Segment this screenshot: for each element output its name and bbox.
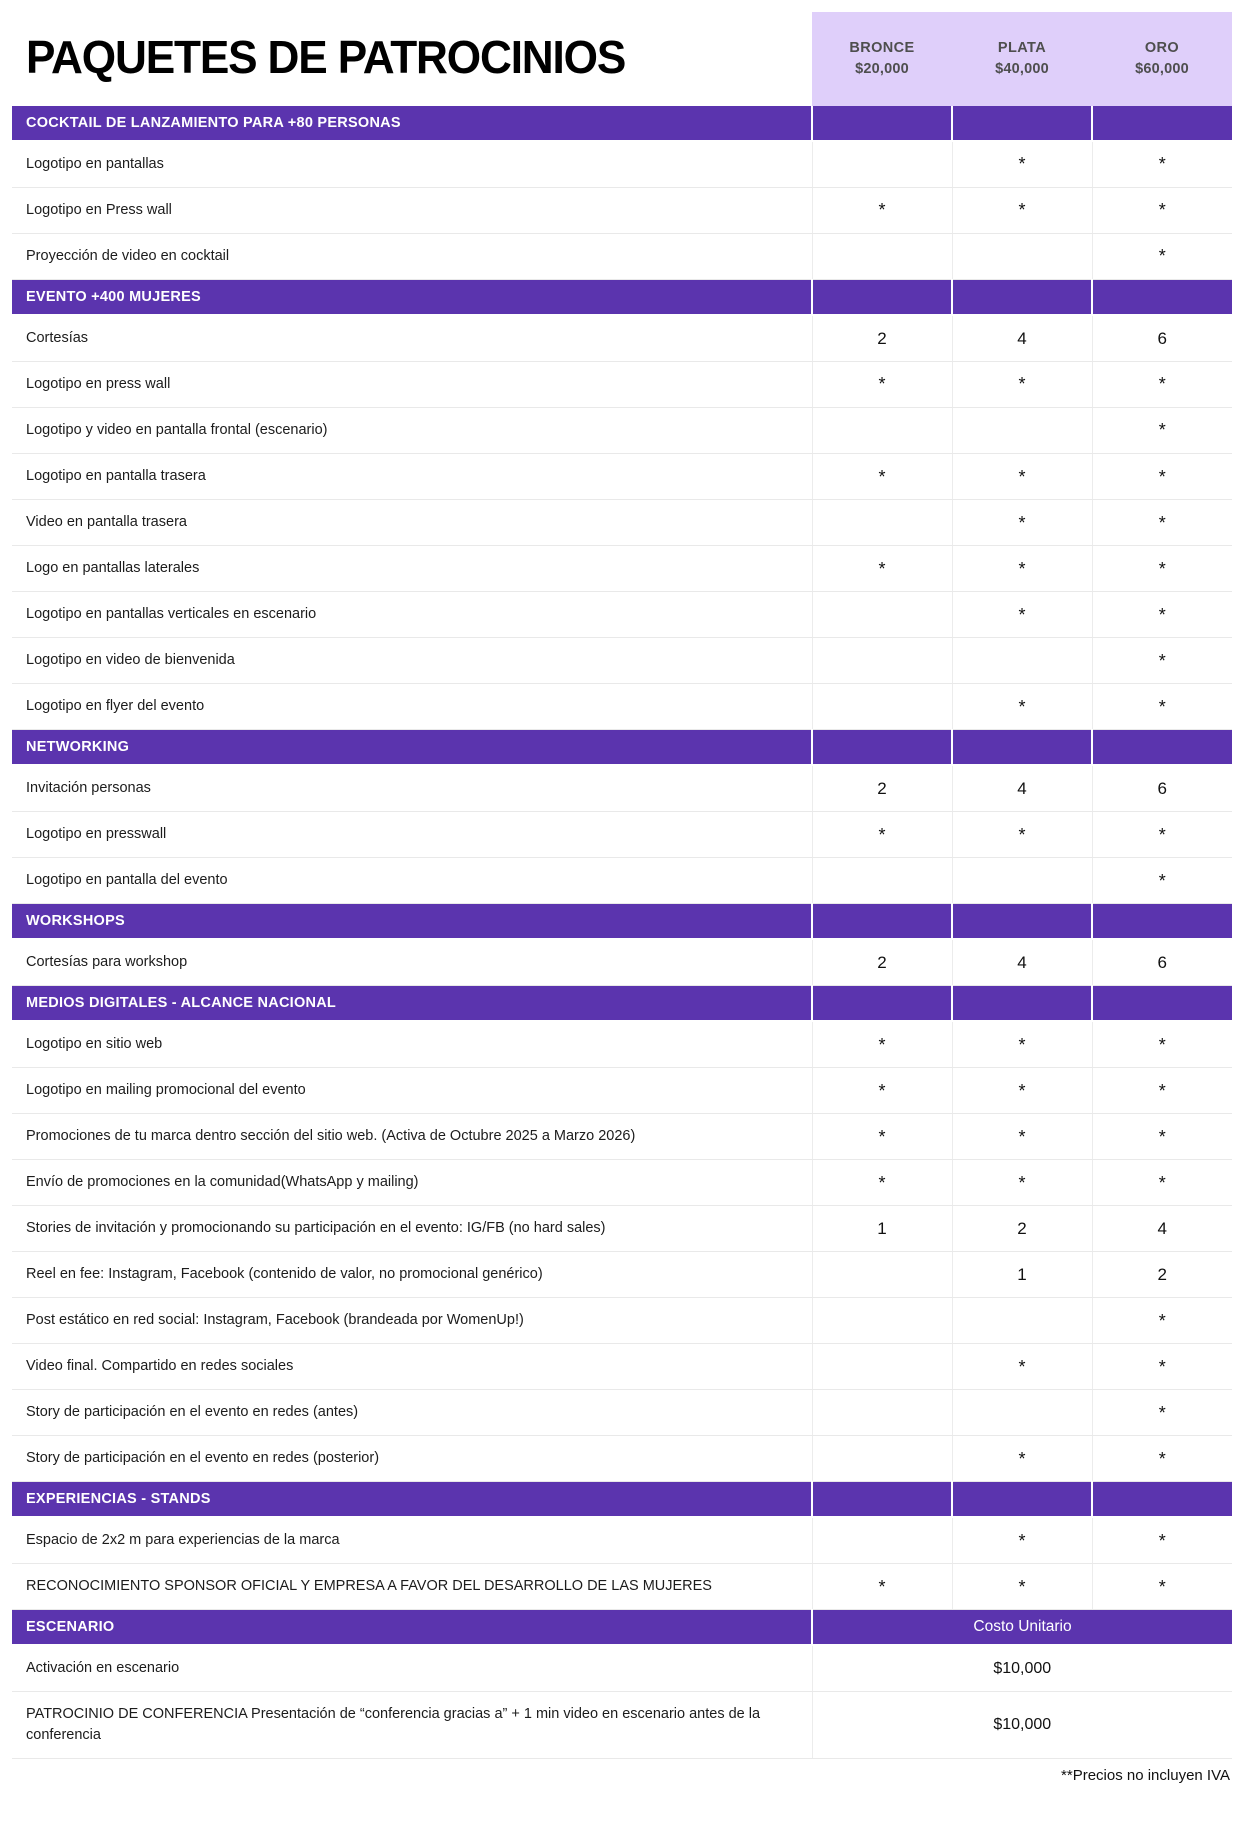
table-row: [12, 141, 1232, 188]
unit-cost-label: Costo Unitario: [973, 1618, 1072, 1636]
tier-value-cell: *: [812, 1160, 952, 1206]
tier-value-cell: *: [1092, 1068, 1232, 1114]
table-row: [12, 812, 1232, 858]
tier-column-header-oro: [1092, 12, 1232, 106]
feature-name-cell: Story de participación en el evento en redes (antes): [12, 1390, 812, 1436]
section-title: NETWORKING: [26, 739, 130, 756]
tier-value-cell: [812, 1344, 952, 1390]
tier-value-cell: [952, 638, 1092, 684]
tier-value-cell: *: [952, 1436, 1092, 1482]
tier-value-cell: [812, 408, 952, 454]
tier-value-cell: *: [812, 1068, 952, 1114]
feature-name-cell: Logotipo en press wall: [12, 362, 812, 408]
tier-value-cell: [952, 234, 1092, 280]
feature-name-cell: Proyección de video en cocktail: [12, 234, 812, 280]
tier-value-cell: *: [812, 188, 952, 234]
tier-value-cell: 2: [952, 1206, 1092, 1252]
unit-cost-value-cell: $10,000: [812, 1692, 1232, 1759]
table-row: [12, 1344, 1232, 1390]
tier-value-cell: *: [1092, 500, 1232, 546]
tier-value-cell: 4: [1092, 1206, 1232, 1252]
tier-value-cell: *: [952, 1068, 1092, 1114]
tier-value-cell: *: [1092, 1436, 1232, 1482]
page-title: PAQUETES DE PATROCINIOS: [26, 31, 626, 83]
tier-value-cell: [812, 1252, 952, 1298]
section-band-spacer: [1092, 986, 1232, 1022]
tier-value-cell: [952, 408, 1092, 454]
section-title: EVENTO +400 MUJERES: [26, 289, 201, 306]
tier-value-cell: *: [1092, 408, 1232, 454]
tier-value-cell: *: [952, 141, 1092, 188]
tier-value-cell: *: [1092, 188, 1232, 234]
feature-name-cell: Logotipo en pantalla trasera: [12, 454, 812, 500]
section-title: EXPERIENCIAS - STANDS: [26, 1491, 211, 1508]
section-band-spacer: [952, 730, 1092, 766]
section-header-row: [12, 730, 1232, 766]
tier-value-cell: *: [952, 1021, 1092, 1068]
table-row: [12, 684, 1232, 730]
tier-value-cell: *: [952, 500, 1092, 546]
title-cell: [12, 12, 812, 106]
feature-name-cell: Logotipo en mailing promocional del evento: [12, 1068, 812, 1114]
table-row: [12, 315, 1232, 362]
tier-value-cell: *: [1092, 858, 1232, 904]
section-band-spacer: [1092, 904, 1232, 940]
table-row: [12, 546, 1232, 592]
tier-value-cell: *: [812, 1564, 952, 1610]
price-disclaimer-note: **Precios no incluyen IVA: [1061, 1767, 1230, 1785]
tier-value-cell: [812, 684, 952, 730]
table-row: [12, 592, 1232, 638]
section-band-spacer: [952, 280, 1092, 316]
feature-name-cell: Video en pantalla trasera: [12, 500, 812, 546]
tier-value-cell: [812, 638, 952, 684]
tier-value-cell: 6: [1092, 765, 1232, 812]
section-band-spacer: [1092, 730, 1232, 766]
table-row: [12, 408, 1232, 454]
table-header-row: [12, 12, 1232, 106]
tier-value-cell: *: [1092, 454, 1232, 500]
tier-value-cell: *: [812, 1114, 952, 1160]
tier-value-cell: [952, 1390, 1092, 1436]
feature-name-cell: Envío de promociones en la comunidad(WhatsApp y mailing): [12, 1160, 812, 1206]
tier-value-cell: *: [1092, 812, 1232, 858]
tier-value-cell: 2: [812, 765, 952, 812]
feature-name-cell: Promociones de tu marca dentro sección del sitio web. (Activa de Octubre 2025 a Marzo 2026): [12, 1114, 812, 1160]
feature-name-cell: Logotipo y video en pantalla frontal (escenario): [12, 408, 812, 454]
section-band-spacer: [812, 1482, 952, 1518]
tier-value-cell: *: [1092, 1114, 1232, 1160]
tier-value-cell: 4: [952, 765, 1092, 812]
table-row: [12, 1517, 1232, 1564]
tier-value-cell: *: [812, 454, 952, 500]
tier-value-cell: *: [952, 684, 1092, 730]
table-row: [12, 765, 1232, 812]
section-band-spacer: [1092, 106, 1232, 141]
tier-value-cell: [812, 1517, 952, 1564]
tier-value-cell: *: [952, 1517, 1092, 1564]
feature-name-cell: Cortesías para workshop: [12, 939, 812, 986]
tier-value-cell: *: [812, 812, 952, 858]
tier-value-cell: [812, 592, 952, 638]
tier-value-cell: 2: [812, 939, 952, 986]
feature-name-cell: Logotipo en video de bienvenida: [12, 638, 812, 684]
table-row: [12, 362, 1232, 408]
section-band-spacer: [952, 904, 1092, 940]
unit-cost-header-cell: [812, 1610, 1232, 1646]
section-header-row: [12, 904, 1232, 940]
section-band-spacer: [812, 106, 952, 141]
table-row: [12, 1564, 1232, 1610]
tier-value-cell: *: [952, 362, 1092, 408]
tier-value-cell: 4: [952, 315, 1092, 362]
table-row: [12, 1114, 1232, 1160]
section-band-spacer: [812, 904, 952, 940]
feature-name-cell: Espacio de 2x2 m para experiencias de la marca: [12, 1517, 812, 1564]
section-title: ESCENARIO: [26, 1619, 115, 1636]
section-band-spacer: [952, 1482, 1092, 1518]
tier-value-cell: *: [1092, 1564, 1232, 1610]
section-header-row: [12, 106, 1232, 141]
tier-value-cell: [812, 234, 952, 280]
feature-name-cell: Logotipo en flyer del evento: [12, 684, 812, 730]
section-header-row: [12, 280, 1232, 316]
unit-cost-value-cell: $10,000: [812, 1645, 1232, 1692]
feature-name-cell: Invitación personas: [12, 765, 812, 812]
feature-name-cell: RECONOCIMIENTO SPONSOR OFICIAL Y EMPRESA A FAVOR DEL DESARROLLO DE LAS MUJERES: [12, 1564, 812, 1610]
tier-value-cell: *: [1092, 234, 1232, 280]
section-title: WORKSHOPS: [26, 913, 125, 930]
tier-value-cell: *: [952, 1344, 1092, 1390]
section-title-cell: [12, 1482, 812, 1518]
sponsorship-packages-table: [12, 12, 1232, 1759]
table-row: [12, 858, 1232, 904]
tier-name: BRONCE: [849, 39, 915, 56]
feature-name-cell: Logotipo en sitio web: [12, 1021, 812, 1068]
tier-value-cell: [812, 141, 952, 188]
tier-price: $20,000: [855, 61, 909, 77]
feature-name-cell: Video final. Compartido en redes sociales: [12, 1344, 812, 1390]
tier-value-cell: [952, 858, 1092, 904]
tier-value-cell: *: [952, 1114, 1092, 1160]
section-title: COCKTAIL DE LANZAMIENTO PARA +80 PERSONAS: [26, 115, 401, 131]
section-band-spacer: [952, 986, 1092, 1022]
section-header-row: [12, 1482, 1232, 1518]
table-row: [12, 638, 1232, 684]
table-row: [12, 1645, 1232, 1692]
tier-value-cell: *: [812, 1021, 952, 1068]
feature-name-cell: Logotipo en Press wall: [12, 188, 812, 234]
section-title-cell: [12, 1610, 812, 1646]
tier-value-cell: [812, 1390, 952, 1436]
tier-value-cell: *: [1092, 362, 1232, 408]
tier-value-cell: *: [952, 812, 1092, 858]
tier-value-cell: *: [1092, 1160, 1232, 1206]
section-band-spacer: [952, 106, 1092, 141]
tier-value-cell: *: [1092, 141, 1232, 188]
section-title-cell: [12, 280, 812, 316]
section-title-cell: [12, 106, 812, 141]
table-row: [12, 1206, 1232, 1252]
tier-column-header-plata: [952, 12, 1092, 106]
feature-name-cell: Story de participación en el evento en redes (posterior): [12, 1436, 812, 1482]
feature-name-cell: Logotipo en pantallas: [12, 141, 812, 188]
tier-value-cell: [812, 500, 952, 546]
table-row: [12, 1692, 1232, 1759]
feature-name-cell: Stories de invitación y promocionando su participación en el evento: IG/FB (no hard sales): [12, 1206, 812, 1252]
tier-name: ORO: [1144, 39, 1180, 56]
tier-value-cell: *: [1092, 1298, 1232, 1344]
tier-value-cell: 6: [1092, 939, 1232, 986]
feature-name-cell: Logotipo en pantalla del evento: [12, 858, 812, 904]
tier-name: PLATA: [997, 39, 1047, 56]
feature-name-cell: Reel en fee: Instagram, Facebook (contenido de valor, no promocional genérico): [12, 1252, 812, 1298]
feature-name-cell: Cortesías: [12, 315, 812, 362]
tier-value-cell: *: [1092, 546, 1232, 592]
section-header-row: [12, 986, 1232, 1022]
table-row: [12, 188, 1232, 234]
section-title-cell: [12, 904, 812, 940]
tier-value-cell: *: [1092, 1390, 1232, 1436]
tier-value-cell: *: [812, 546, 952, 592]
tier-value-cell: *: [812, 362, 952, 408]
section-title-cell: [12, 730, 812, 766]
tier-value-cell: *: [952, 188, 1092, 234]
tier-price: $60,000: [1135, 61, 1189, 77]
tier-value-cell: 4: [952, 939, 1092, 986]
table-row: [12, 1252, 1232, 1298]
section-band-spacer: [1092, 1482, 1232, 1518]
feature-name-cell: Activación en escenario: [12, 1645, 812, 1692]
tier-value-cell: [812, 1298, 952, 1344]
table-row: [12, 1021, 1232, 1068]
tier-value-cell: [812, 1436, 952, 1482]
feature-name-cell: Logotipo en presswall: [12, 812, 812, 858]
tier-value-cell: 1: [952, 1252, 1092, 1298]
tier-value-cell: 2: [812, 315, 952, 362]
feature-name-cell: Logotipo en pantallas verticales en escenario: [12, 592, 812, 638]
table-row: [12, 1160, 1232, 1206]
tier-price: $40,000: [995, 61, 1049, 77]
tier-value-cell: *: [952, 1564, 1092, 1610]
tier-value-cell: 6: [1092, 315, 1232, 362]
tier-value-cell: *: [1092, 592, 1232, 638]
feature-name-cell: PATROCINIO DE CONFERENCIA Presentación de “conferencia gracias a” + 1 min video en escenario antes de la conferencia: [12, 1692, 812, 1759]
feature-name-cell: Post estático en red social: Instagram, Facebook (brandeada por WomenUp!): [12, 1298, 812, 1344]
tier-value-cell: *: [1092, 1021, 1232, 1068]
tier-value-cell: 2: [1092, 1252, 1232, 1298]
tier-value-cell: *: [952, 454, 1092, 500]
table-row: [12, 1436, 1232, 1482]
section-band-spacer: [812, 730, 952, 766]
table-row: [12, 500, 1232, 546]
tier-value-cell: *: [1092, 1344, 1232, 1390]
tier-value-cell: *: [1092, 684, 1232, 730]
section-band-spacer: [812, 986, 952, 1022]
table-row: [12, 1298, 1232, 1344]
tier-column-header-bronce: [812, 12, 952, 106]
tier-value-cell: *: [952, 1160, 1092, 1206]
tier-value-cell: *: [952, 546, 1092, 592]
tier-value-cell: *: [1092, 638, 1232, 684]
table-row: [12, 1390, 1232, 1436]
section-title-cell: [12, 986, 812, 1022]
section-band-spacer: [812, 280, 952, 316]
tier-value-cell: [812, 858, 952, 904]
tier-value-cell: *: [1092, 1517, 1232, 1564]
section-band-spacer: [1092, 280, 1232, 316]
tier-value-cell: 1: [812, 1206, 952, 1252]
feature-name-cell: Logo en pantallas laterales: [12, 546, 812, 592]
table-row: [12, 454, 1232, 500]
section-header-row: [12, 1610, 1232, 1646]
tier-value-cell: [952, 1298, 1092, 1344]
section-title: MEDIOS DIGITALES - ALCANCE NACIONAL: [26, 995, 337, 1012]
tier-value-cell: *: [952, 592, 1092, 638]
table-row: [12, 234, 1232, 280]
table-row: [12, 1068, 1232, 1114]
table-row: [12, 939, 1232, 986]
